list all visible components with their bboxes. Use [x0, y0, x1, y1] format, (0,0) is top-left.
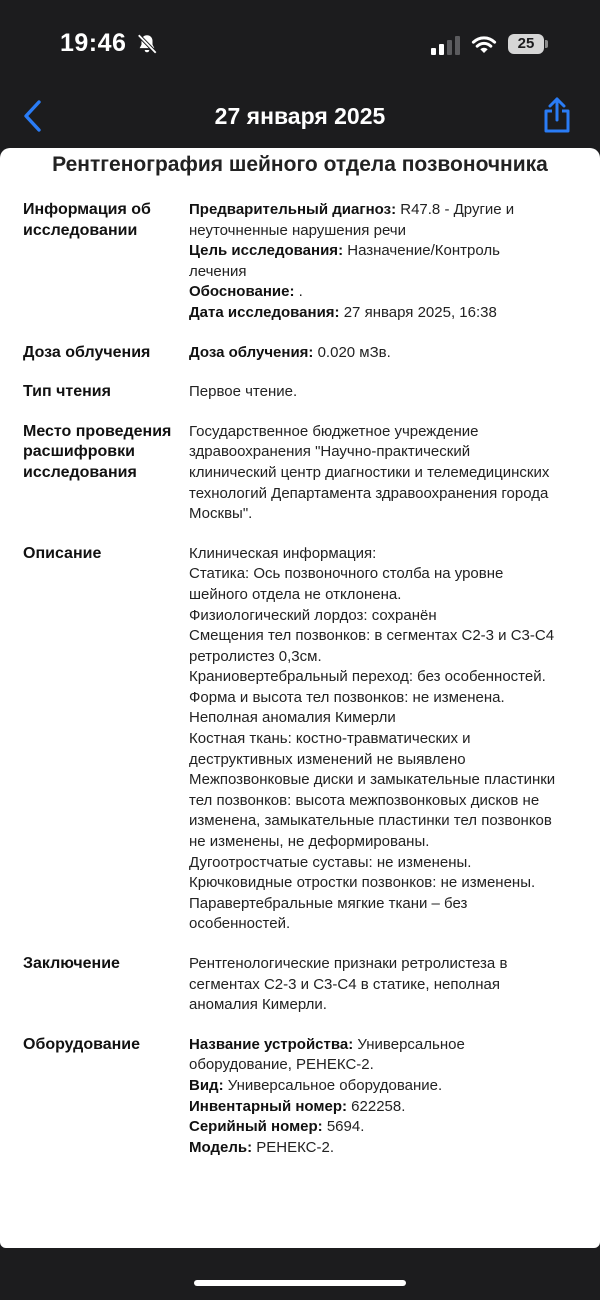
row-place: [0, 422, 600, 525]
row-value: [189, 343, 557, 364]
inventory-value: 622258.: [351, 1097, 406, 1115]
dose-value: 0.020 мЗв.: [317, 343, 391, 361]
description-line: Крючковидные отростки позвонков: не изменены.: [189, 874, 536, 892]
battery-icon: [508, 34, 548, 54]
row-reading-type: [0, 382, 600, 403]
row-label: Тип чтения: [23, 383, 111, 401]
row-study-info: [0, 200, 600, 324]
conclusion-value: Рентгенологические признаки ретролистеза в сегментах С2-3 и С3-С4 в статике, неполная аномалия Кимерли.: [189, 955, 508, 1014]
row-label: Место проведения расшифровки исследования: [23, 422, 172, 481]
row-conclusion: [0, 954, 600, 1016]
place-value: Государственное бюджетное учреждение здравоохранения "Научно-практический клинический центр диагностики и телемедицинских технологий Департамента здравоохранения города Москвы".: [189, 422, 550, 523]
serial-value: 5694.: [326, 1118, 365, 1136]
description-line: Смещения тел позвонков: в сегментах С2-3 и С3-С4 ретролистез 0,3см.: [189, 627, 555, 665]
wifi-icon: [471, 33, 497, 55]
model-label: Модель:: [189, 1138, 253, 1156]
report-title: Рентгенография шейного отдела позвоночника: [52, 153, 548, 176]
status-bar: [0, 0, 600, 90]
row-dose: [0, 343, 600, 364]
inventory-label: Инвентарный номер:: [189, 1097, 347, 1115]
diagnosis-label: Предварительный диагноз:: [189, 201, 397, 218]
row-label: Информация об исследовании: [23, 201, 151, 239]
description-line: Статика: Ось позвоночного столба на уровне шейного отдела не отклонена.: [189, 565, 504, 603]
row-equipment: [0, 1035, 600, 1159]
row-label: Заключение: [23, 955, 120, 972]
row-value: [189, 544, 557, 935]
description-line: Дугоотростчатые суставы: не изменены.: [189, 853, 472, 871]
row-description: [0, 544, 600, 935]
bell-muted-icon: [136, 33, 158, 55]
purpose-value: Назначение/Контроль лечения: [189, 242, 500, 280]
reason-value: .: [298, 283, 303, 301]
status-time: 19:46: [60, 29, 127, 57]
report-card: [0, 148, 600, 1248]
description-line: Физиологический лордоз: сохранён: [189, 606, 437, 624]
navigation-bar: [0, 90, 600, 148]
nav-title: 27 января 2025: [214, 103, 386, 129]
battery-level: 25: [508, 34, 544, 54]
row-label: Оборудование: [23, 1035, 141, 1053]
serial-label: Серийный номер:: [189, 1118, 323, 1136]
description-line: Клиническая информация:: [189, 544, 377, 562]
date-label: Дата исследования:: [189, 303, 340, 321]
description-line: Паравертебральные мягкие ткани – без особенностей.: [189, 894, 468, 933]
description-line: Межпозвонковые диски и замыкательные пластинки тел позвонков: высота межпозвонковых дисков не изменена, замыкательные пластинки тел позвонков не изменены, не деформированы.: [189, 771, 556, 851]
device-type-label: Вид:: [189, 1076, 224, 1094]
cellular-signal-icon: [431, 35, 461, 55]
description-line: Краниовертебральный переход: без особенностей.: [189, 668, 546, 686]
reading-value: Первое чтение.: [189, 383, 298, 401]
device-type-value: Универсальное оборудование.: [227, 1076, 443, 1094]
home-indicator[interactable]: [194, 1280, 406, 1286]
row-label: Доза облучения: [23, 343, 151, 361]
device-name-label: Название устройства:: [189, 1035, 354, 1053]
reason-label: Обоснование:: [189, 283, 295, 301]
row-value: [189, 1035, 557, 1159]
purpose-label: Цель исследования:: [189, 242, 344, 260]
share-icon[interactable]: [541, 96, 573, 134]
description-line: Форма и высота тел позвонков: не изменена.: [189, 688, 505, 706]
description-line: Неполная аномалия Кимерли: [189, 709, 396, 727]
row-label: Описание: [23, 544, 102, 562]
description-line: Костная ткань: костно-травматических и деструктивных изменений не выявлено: [189, 730, 471, 768]
diagnosis-value: R47.8 - Другие и неуточненные нарушения речи: [189, 201, 515, 239]
dose-key: Доза облучения:: [189, 343, 314, 361]
device-name-value: Универсальное оборудование, РЕНЕКС-2.: [189, 1035, 465, 1074]
row-value: [189, 200, 557, 324]
model-value: РЕНЕКС-2.: [256, 1138, 335, 1156]
date-value: 27 января 2025, 16:38: [343, 303, 497, 321]
report-rows: [0, 200, 600, 1177]
